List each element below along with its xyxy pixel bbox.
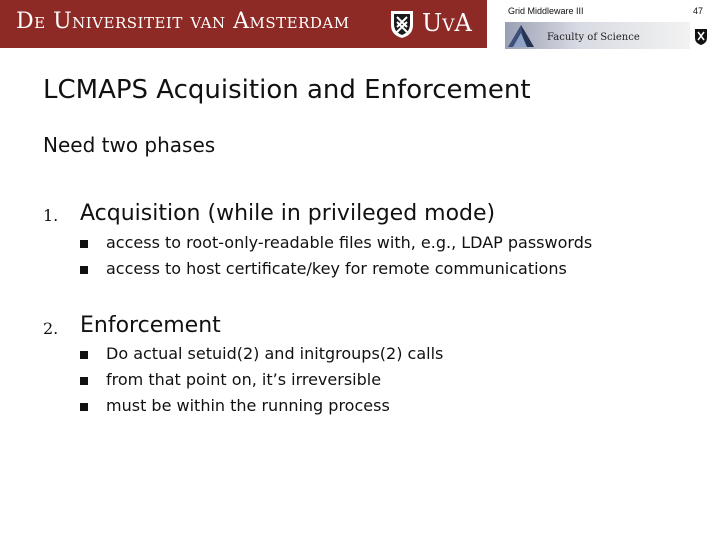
intro-text: Need two phases <box>43 133 216 157</box>
phase-number: 1. <box>43 206 59 225</box>
bullet-icon <box>80 377 88 385</box>
faculty-of-science-logo <box>505 22 690 49</box>
phase-label: Enforcement <box>80 313 221 338</box>
small-crest-icon <box>694 28 708 46</box>
bullet-icon <box>80 240 88 248</box>
university-crest-icon <box>389 9 415 39</box>
bullet-icon <box>80 403 88 411</box>
bullet-icon <box>80 266 88 274</box>
faculty-name: Faculty of Science <box>547 32 640 43</box>
phase-number: 2. <box>43 319 59 338</box>
list-item: access to host certificate/key for remote communications <box>106 259 567 278</box>
phase-label: Acquisition (while in privileged mode) <box>80 201 496 226</box>
page-number: 47 <box>693 6 704 16</box>
list-item: must be within the running process <box>106 396 390 415</box>
deck-title: Grid Middleware III <box>508 6 584 16</box>
slide-title: LCMAPS Acquisition and Enforcement <box>43 75 531 105</box>
university-banner <box>0 0 487 48</box>
bullet-icon <box>80 351 88 359</box>
university-abbreviation: UvA <box>422 9 472 37</box>
list-item: access to root-only-readable files with, e.g., LDAP passwords <box>106 233 593 252</box>
list-item: Do actual setuid(2) and initgroups(2) calls <box>106 344 444 363</box>
list-item: from that point on, it’s irreversible <box>106 370 382 389</box>
university-name: De Universiteit van Amsterdam <box>16 9 350 34</box>
